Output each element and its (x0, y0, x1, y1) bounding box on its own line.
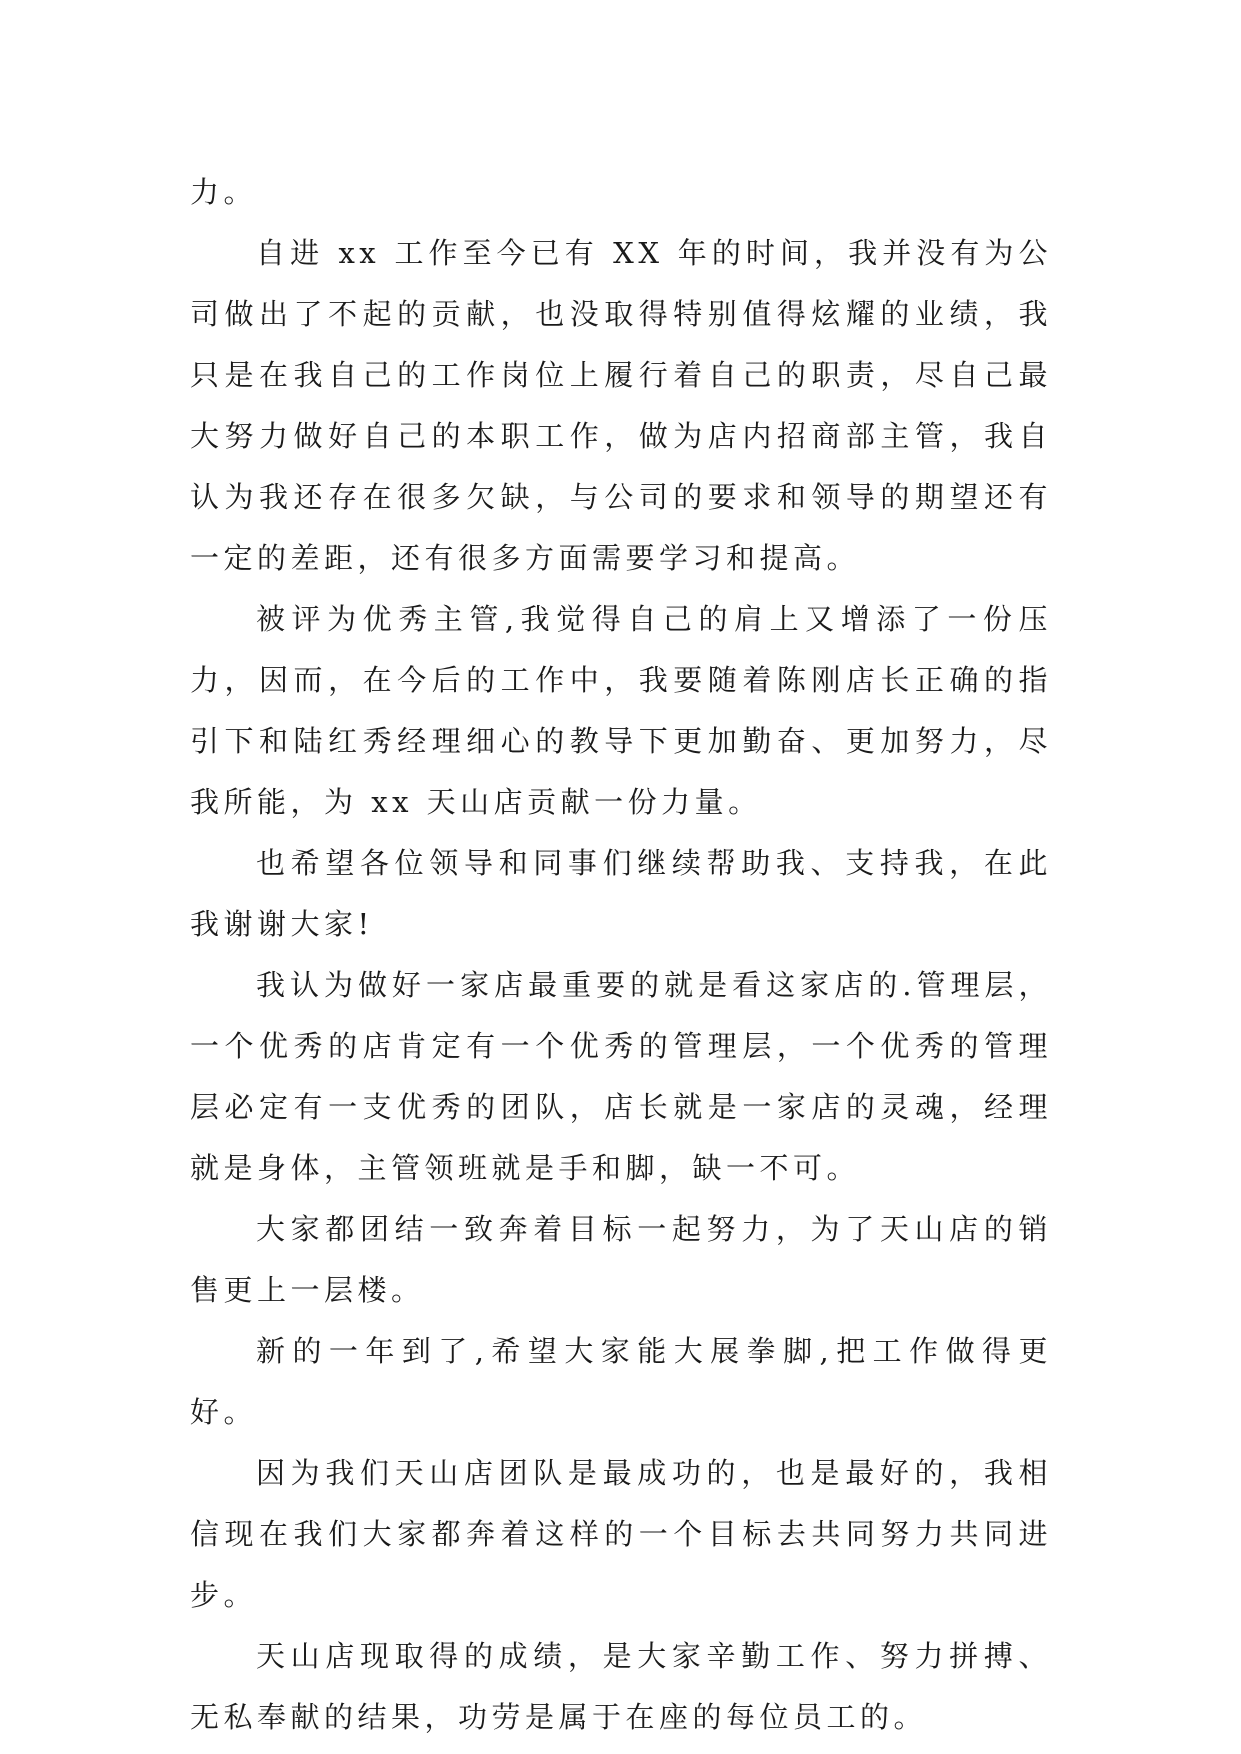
paragraph: 也希望各位领导和同事们继续帮助我、支持我，在此我谢谢大家! (190, 846, 1052, 941)
paragraph: 因为我们天山店团队是最成功的，也是最好的，我相信现在我们大家都奔着这样的一个目标去共同努力共同进步。 (190, 1456, 1052, 1612)
paragraph: 我认为做好一家店最重要的就是看这家店的.管理层，一个优秀的店肯定有一个优秀的管理层，一个优秀的管理层必定有一支优秀的团队，店长就是一家店的灵魂，经理就是身体，主管领班就是手和脚，缺一不可。 (190, 968, 1052, 1185)
paragraph: 大家都团结一致奔着目标一起努力，为了天山店的销售更上一层楼。 (190, 1212, 1052, 1307)
paragraph: 天山店现取得的成绩，是大家辛勤工作、努力拼搏、无私奉献的结果，功劳是属于在座的每位员工的。 (190, 1639, 1052, 1734)
paragraph: 新的一年到了,希望大家能大展拳脚,把工作做得更好。 (190, 1334, 1052, 1429)
paragraph: 被评为优秀主管,我觉得自己的肩上又增添了一份压力，因而，在今后的工作中，我要随着陈刚店长正确的指引下和陆红秀经理细心的教导下更加勤奋、更加努力，尽我所能，为 xx 天山店贡献一份力量。 (190, 602, 1052, 819)
paragraph-continuation: 力。 (190, 175, 258, 209)
document-body (190, 162, 1052, 1748)
paragraph: 自进 xx 工作至今已有 XX 年的时间，我并没有为公司做出了不起的贡献，也没取得特别值得炫耀的业绩，我只是在我自己的工作岗位上履行着自己的职责，尽自己最大努力做好自己的本职工作，做为店内招商部主管，我自认为我还存在很多欠缺，与公司的要求和领导的期望还有一定的差距，还有很多方面需要学习和提高。 (190, 236, 1052, 575)
